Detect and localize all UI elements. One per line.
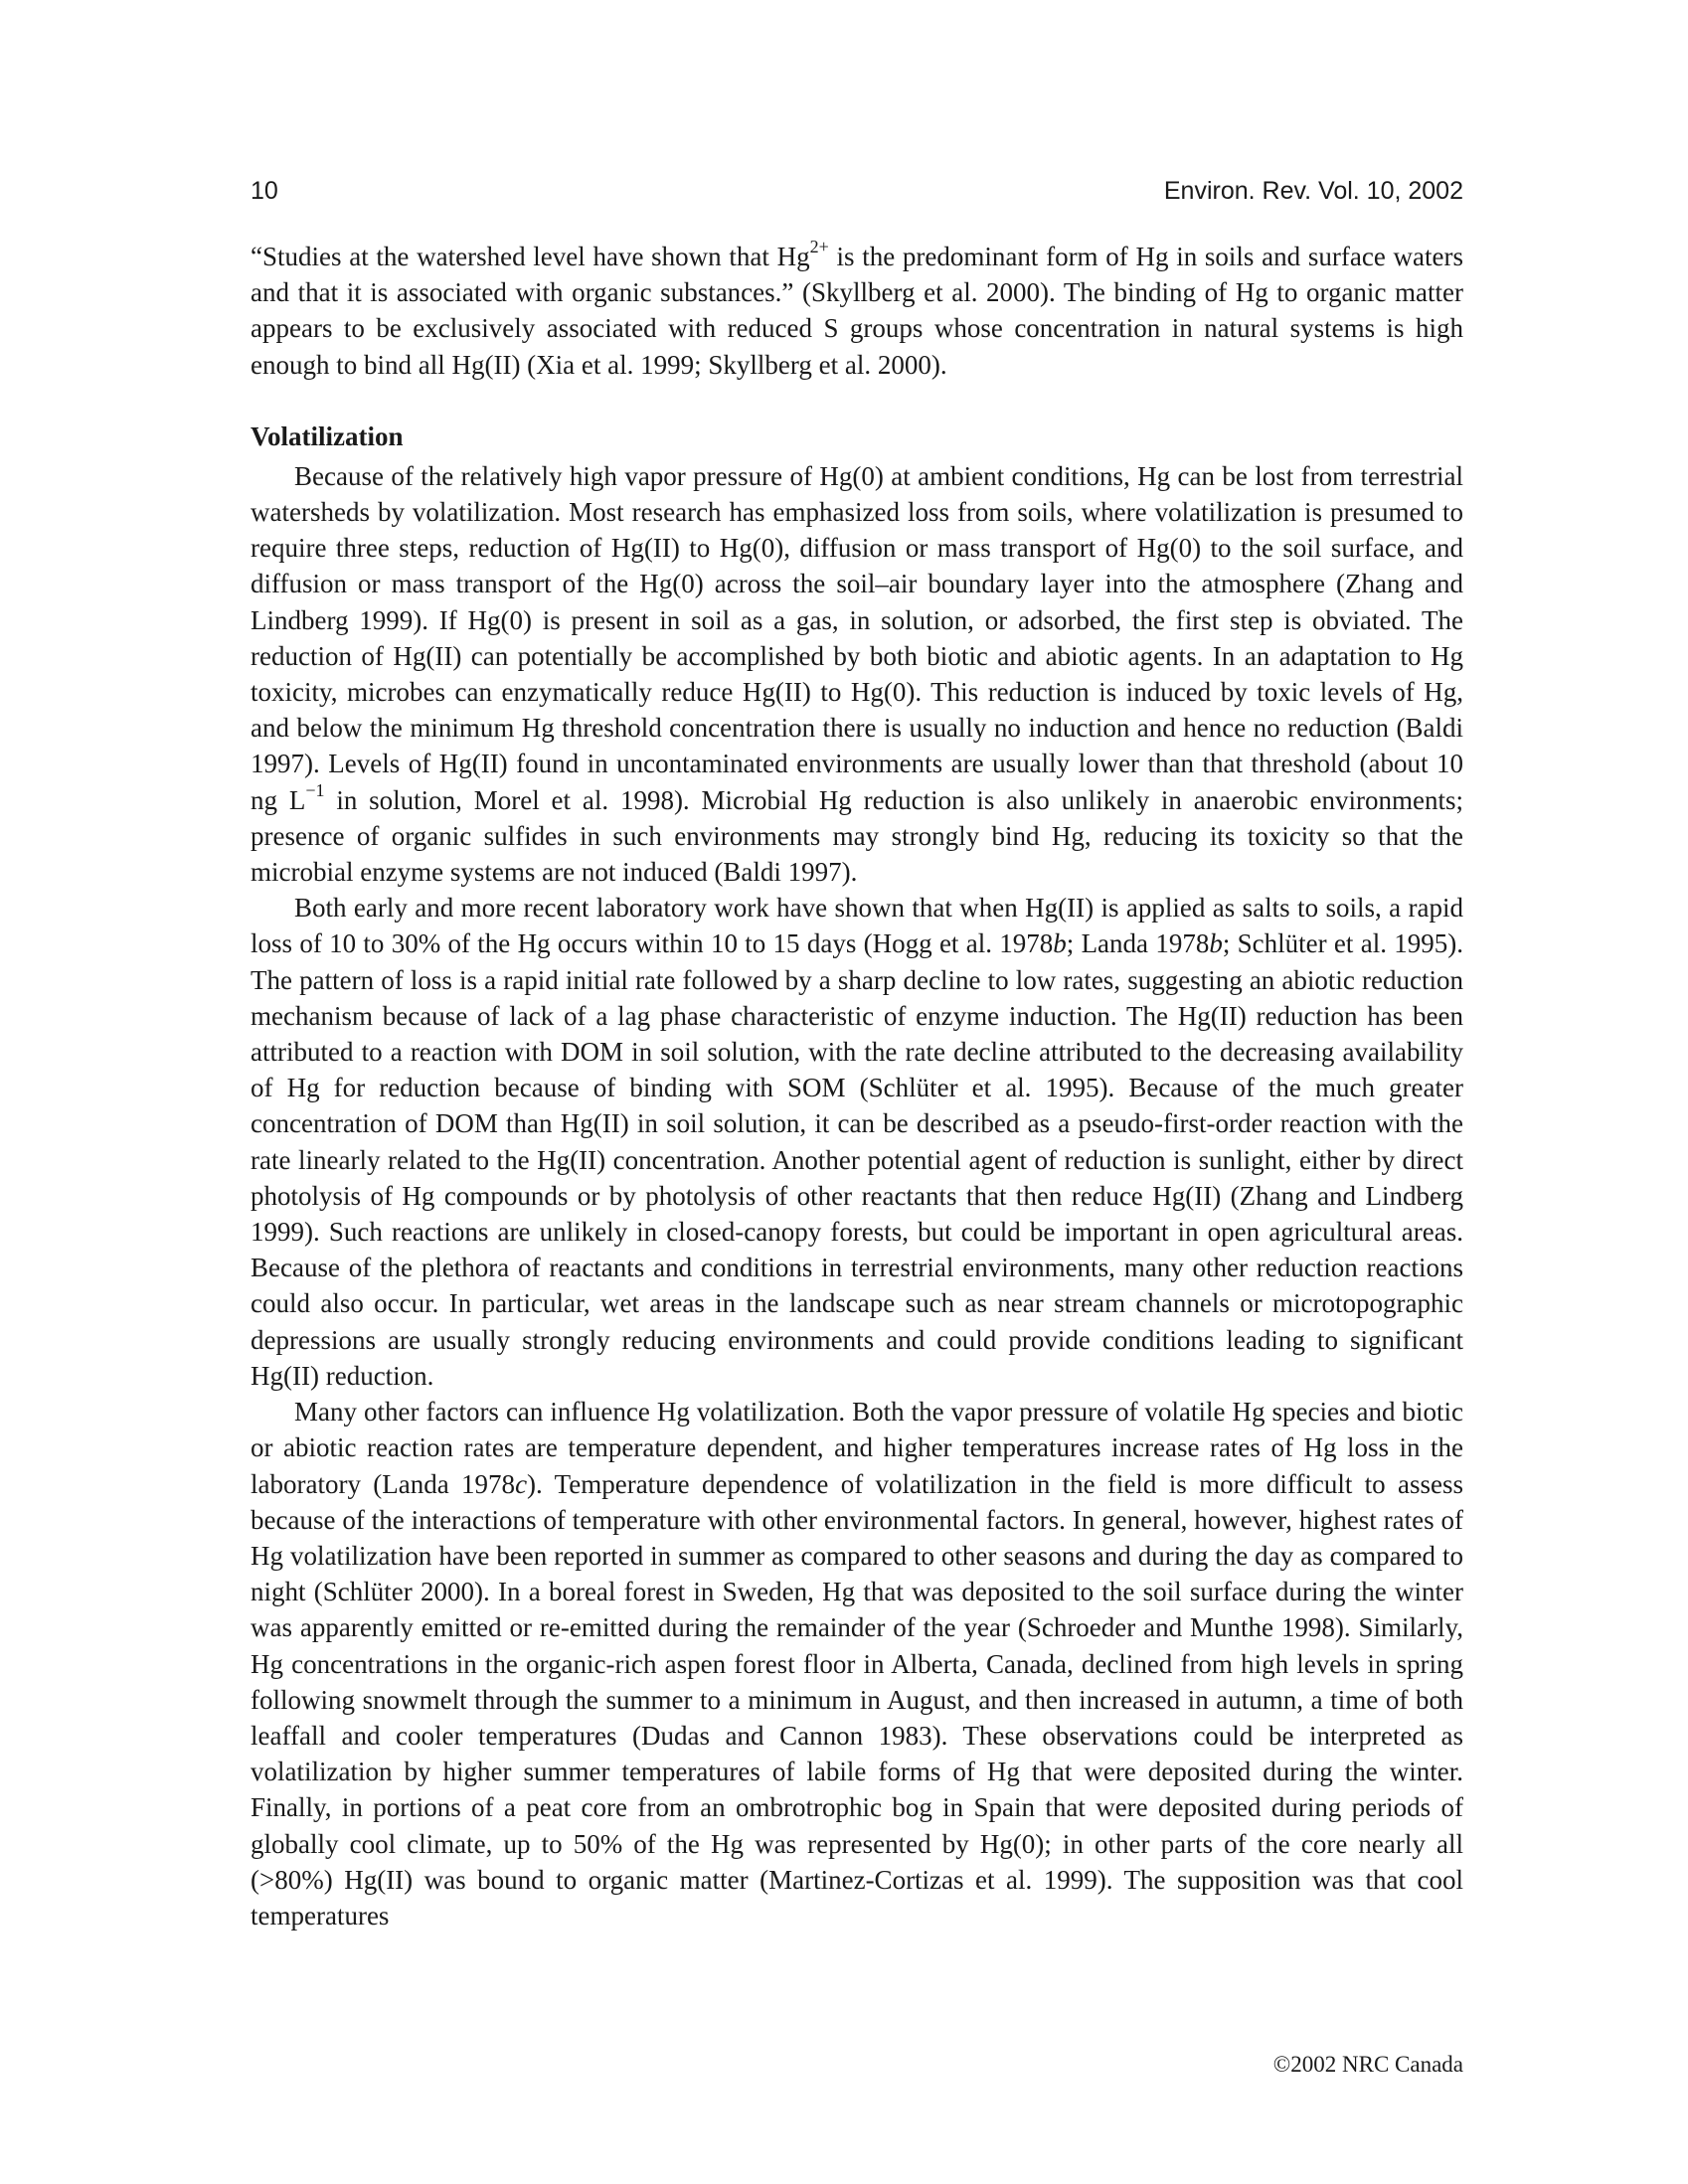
- text-run: Both early and more recent laboratory work have shown that when Hg(II) is applied as salts to soils, a rapid loss of 10 to 30% of the Hg occurs within 10 to 15 days (Hogg et al. 1978: [251, 893, 1463, 959]
- text-run: Many other factors can influence Hg volatilization. Both the vapor pressure of volatile Hg species and biotic or abiotic reaction rates are temperature dependent, and higher temperatures increase rates of Hg loss in the laboratory (Landa 1978: [251, 1397, 1463, 1499]
- text-run: ; Schlüter et al. 1995). The pattern of loss is a rapid initial rate followed by a sharp decline to low rates, suggesting an abiotic reduction mechanism because of lack of a lag phase characteristic of enzyme induction. The Hg(II) reduction has been attributed to a reaction with DOM in soil solution, with the rate decline attributed to the decreasing availability of Hg for reduction because of binding with SOM (Schlüter et al. 1995). Because of the much greater concentration of DOM than Hg(II) in soil solution, it can be described as a pseudo-first-order reaction with the rate linearly related to the Hg(II) concentration. Another potential agent of reduction is sunlight, either by direct photolysis of Hg compounds or by photolysis of other reactants that then reduce Hg(II) (Zhang and Lindberg 1999). Such reactions are unlikely in closed-canopy forests, but could be important in open agricultural areas. Because of the plethora of reactants and conditions in terrestrial environments, many other reduction reactions could also occur. In particular, wet areas in the landscape such as near stream channels or microtopographic depressions are usually strongly reducing environments and could provide conditions leading to significant Hg(II) reduction.: [251, 928, 1463, 1391]
- text-run: ). Temperature dependence of volatilization in the field is more difficult to assess because of the interactions of temperature with other environmental factors. In general, however, highest rates of Hg volatilization have been reported in summer as compared to other seasons and during the day as compared to night (Schlüter 2000). In a boreal forest in Sweden, Hg that was deposited to the soil surface during the winter was apparently emitted or re-emitted during the remainder of the year (Schroeder and Munthe 1998). Similarly, Hg concentrations in the organic-rich aspen forest floor in Alberta, Canada, declined from high levels in spring following snowmelt through the summer to a minimum in August, and then increased in autumn, a time of both leaffall and cooler temperatures (Dudas and Cannon 1983). These observations could be interpreted as volatilization by higher summer temperatures of labile forms of Hg that were deposited during the winter. Finally, in portions of a peat core from an ombrotrophic bog in Spain that were deposited during periods of globally cool climate, up to 50% of the Hg was represented by Hg(0); in other parts of the core nearly all (>80%) Hg(II) was bound to organic matter (Martinez-Cortizas et al. 1999). The supposition was that cool temperatures: [251, 1468, 1464, 1931]
- article-body: [251, 239, 1463, 1933]
- superscript: 2+: [809, 237, 829, 256]
- running-header: [251, 171, 1463, 211]
- italic-letter: b: [1209, 928, 1223, 959]
- page-number: 10: [251, 177, 278, 205]
- paragraph-volatilization-3: [251, 1394, 1463, 1933]
- text-run: ; Landa 1978: [1066, 928, 1210, 959]
- text-run: in solution, Morel et al. 1998). Microbial Hg reduction is also unlikely in anaerobic environments; presence of organic sulfides in such environments may strongly bind Hg, reducing its toxicity so that the microbial enzyme systems are not induced (Baldi 1997).: [251, 784, 1463, 888]
- paragraph-volatilization-1: [251, 458, 1463, 890]
- text-run: Because of the relatively high vapor pressure of Hg(0) at ambient conditions, Hg can be lost from terrestrial watersheds by volatilization. Most research has emphasized loss from soils, where volatilization is presumed to require three steps, reduction of Hg(II) to Hg(0), diffusion or mass transport of Hg(0) to the soil surface, and diffusion or mass transport of the Hg(0) across the soil–air boundary layer into the atmosphere (Zhang and Lindberg 1999). If Hg(0) is present in soil as a gas, in solution, or adsorbed, the first step is obviated. The reduction of Hg(II) can potentially be accomplished by both biotic and abiotic agents. In an adaptation to Hg toxicity, microbes can enzymatically reduce Hg(II) to Hg(0). This reduction is induced by toxic levels of Hg, and below the minimum Hg threshold concentration there is usually no induction and hence no reduction (Baldi 1997). Levels of Hg(II) found in uncontaminated environments are usually lower than that threshold (about 10 ng L: [251, 460, 1463, 815]
- section-heading: Volatilization: [251, 420, 404, 451]
- italic-letter: c: [515, 1468, 528, 1499]
- intro-paragraph: [251, 239, 1463, 383]
- italic-letter: b: [1053, 928, 1067, 959]
- paragraph-volatilization-2: [251, 890, 1463, 1394]
- journal-citation: Environ. Rev. Vol. 10, 2002: [1163, 177, 1463, 205]
- copyright-footer: ©2002 NRC Canada: [1272, 2052, 1463, 2077]
- superscript: −1: [305, 779, 325, 800]
- text-run: “Studies at the watershed level have shown that Hg: [251, 242, 810, 271]
- text-run: is the predominant form of Hg in soils and surface waters and that it is associated with organic substances.” (Skyllberg et al. 2000). The binding of Hg to organic matter appears to be exclusively associated with reduced S groups whose concentration in natural systems is high enough to bind all Hg(II) (Xia et al. 1999; Skyllberg et al. 2000).: [251, 242, 1463, 380]
